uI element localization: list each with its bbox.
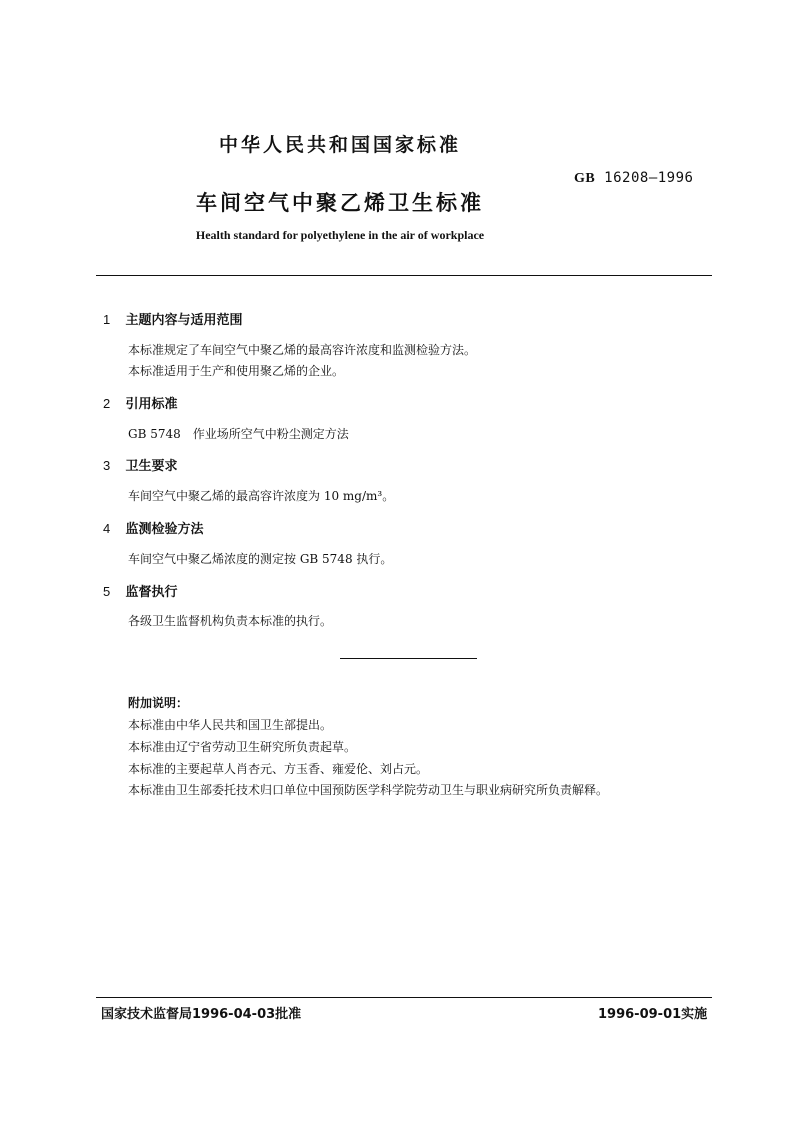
section-2-paragraph-1: GB 5748 作业场所空气中粉尘测定方法 xyxy=(128,427,349,441)
notes-title: 附加说明： xyxy=(128,696,189,710)
section-title: 监督执行 xyxy=(125,585,178,600)
header-divider xyxy=(96,275,712,276)
section-title: 监测检验方法 xyxy=(125,522,204,537)
section-4-paragraph-1: 车间空气中聚乙烯浓度的测定按 GB 5748 执行。 xyxy=(128,552,393,566)
note-line-4: 本标准由卫生部委托技术归口单位中国预防医学科学院劳动卫生与职业病研究所负责解释。 xyxy=(128,783,609,797)
section-2-heading xyxy=(103,393,178,412)
end-divider xyxy=(340,658,477,659)
section-5-heading xyxy=(103,581,178,600)
implementation-date: 1996-09-01实施 xyxy=(598,1007,708,1022)
standard-code-number: 16208—1996 xyxy=(604,170,694,186)
section-1-paragraph-2: 本标准适用于生产和使用聚乙烯的企业。 xyxy=(128,364,345,378)
section-1-heading xyxy=(103,309,243,328)
section-5-paragraph-1: 各级卫生监督机构负责本标准的执行。 xyxy=(128,614,333,628)
section-1-paragraph-1: 本标准规定了车间空气中聚乙烯的最高容许浓度和监测检验方法。 xyxy=(128,343,477,357)
note-line-3: 本标准的主要起草人肖杏元、方玉香、雍爱伦、刘占元。 xyxy=(128,762,429,776)
note-line-2: 本标准由辽宁省劳动卫生研究所负责起草。 xyxy=(128,740,357,754)
section-title: 主题内容与适用范围 xyxy=(125,313,243,328)
footer-divider xyxy=(96,997,712,998)
section-number: 4 xyxy=(103,521,111,536)
document-title-en: Health standard for polyethylene in the air of workplace xyxy=(195,228,485,242)
national-standard-title: 中华人民共和国国家标准 xyxy=(218,134,461,156)
section-number: 2 xyxy=(103,396,111,411)
document-title-cn: 车间空气中聚乙烯卫生标准 xyxy=(196,191,484,215)
standard-code xyxy=(574,170,693,187)
note-line-1: 本标准由中华人民共和国卫生部提出。 xyxy=(128,718,333,732)
section-3-heading xyxy=(103,455,178,474)
section-number: 5 xyxy=(103,584,111,599)
approval-date: 国家技术监督局1996-04-03批准 xyxy=(101,1007,302,1022)
section-title: 卫生要求 xyxy=(125,459,178,474)
section-title: 引用标准 xyxy=(125,397,178,412)
standard-code-prefix: GB xyxy=(574,171,596,186)
section-number: 1 xyxy=(103,312,111,327)
section-4-heading xyxy=(103,518,204,537)
section-3-paragraph-1: 车间空气中聚乙烯的最高容许浓度为 10 mg/m³。 xyxy=(128,489,395,503)
section-number: 3 xyxy=(103,458,111,473)
